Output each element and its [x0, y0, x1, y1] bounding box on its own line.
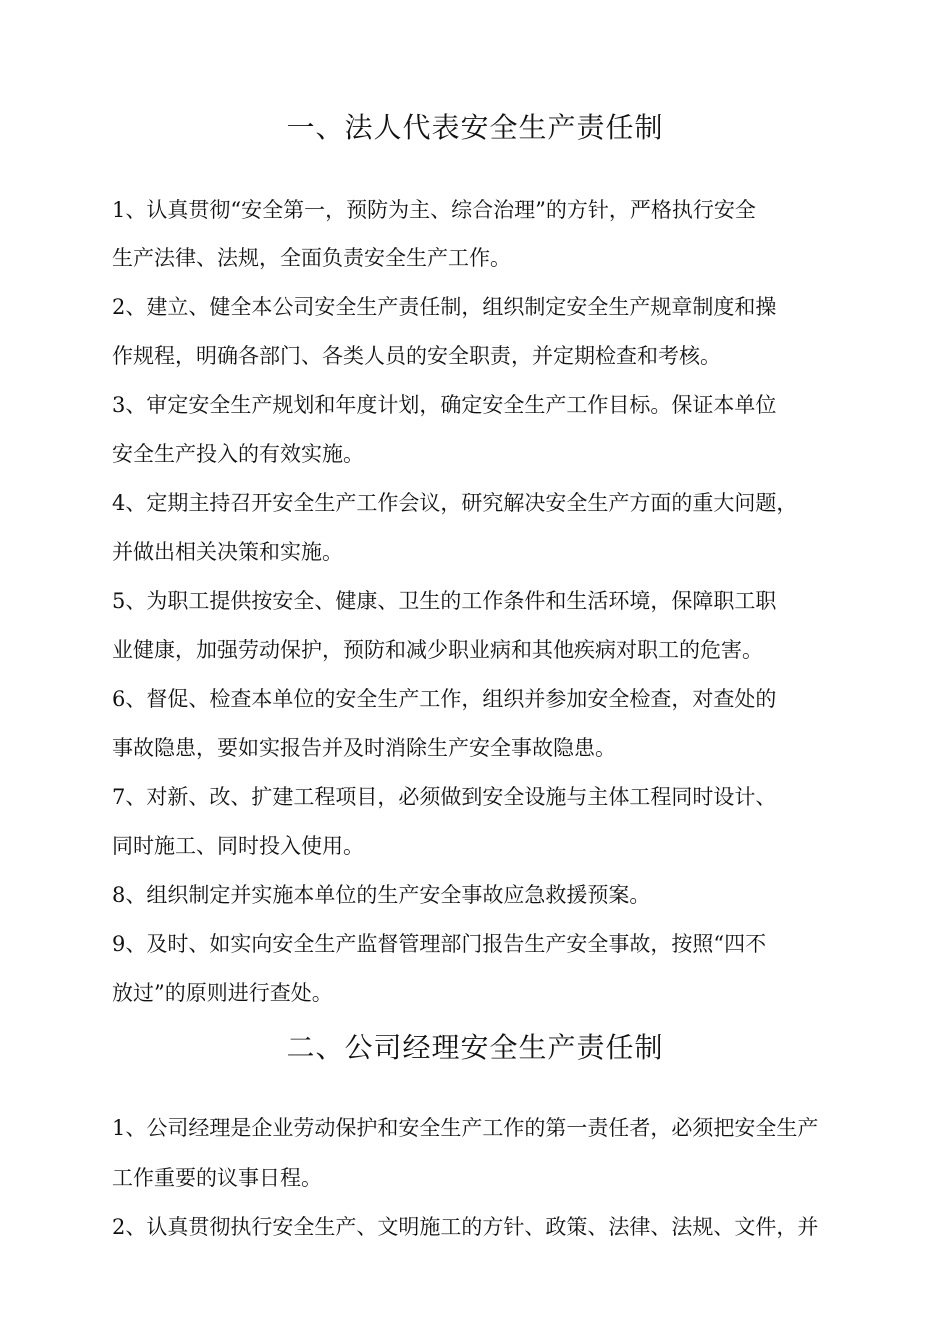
section-1-line: 2、建立、健全本公司安全生产责任制，组织制定安全生产规章制度和操: [112, 295, 777, 319]
section-1-line: 同时施工、同时投入使用。: [112, 834, 364, 858]
section-1-line: 事故隐患，要如实报告并及时消除生产安全事故隐患。: [112, 736, 616, 760]
section-2-line: 2、认真贯彻执行安全生产、文明施工的方针、政策、法律、法规、文件，并: [112, 1215, 819, 1239]
section-1-title: 一、法人代表安全生产责任制: [286, 111, 664, 144]
section-1-line: 3、审定安全生产规划和年度计划，确定安全生产工作目标。保证本单位: [112, 393, 777, 417]
section-1-line: 1、认真贯彻“安全第一，预防为主、综合治理”的方针，严格执行安全: [112, 198, 756, 222]
section-2-line: 1、公司经理是企业劳动保护和安全生产工作的第一责任者，必须把安全生产: [112, 1116, 819, 1140]
section-1-line: 生产法律、法规，全面负责安全生产工作。: [112, 246, 511, 270]
section-1-line: 6、督促、检查本单位的安全生产工作，组织并参加安全检查，对查处的: [112, 687, 777, 711]
section-1-line: 放过”的原则进行查处。: [112, 981, 333, 1005]
section-1-line: 并做出相关决策和实施。: [112, 540, 343, 564]
section-1-line: 业健康，加强劳动保护，预防和减少职业病和其他疾病对职工的危害。: [112, 638, 763, 662]
section-1-line: 安全生产投入的有效实施。: [112, 442, 364, 466]
section-1-line: 5、为职工提供按安全、健康、卫生的工作条件和生活环境，保障职工职: [112, 589, 777, 613]
section-2-line: 工作重要的议事日程。: [112, 1166, 322, 1190]
section-2-title: 二、公司经理安全生产责任制: [286, 1031, 664, 1064]
section-1-line: 8、组织制定并实施本单位的生产安全事故应急救援预案。: [112, 883, 651, 907]
section-1-line: 9、及时、如实向安全生产监督管理部门报告生产安全事故，按照“四不: [112, 932, 767, 956]
section-1-line: 4、定期主持召开安全生产工作会议，研究解决安全生产方面的重大问题，: [112, 491, 798, 515]
section-1-line: 作规程，明确各部门、各类人员的安全职责，并定期检查和考核。: [112, 344, 721, 368]
section-1-line: 7、对新、改、扩建工程项目，必须做到安全设施与主体工程同时设计、: [112, 785, 777, 809]
